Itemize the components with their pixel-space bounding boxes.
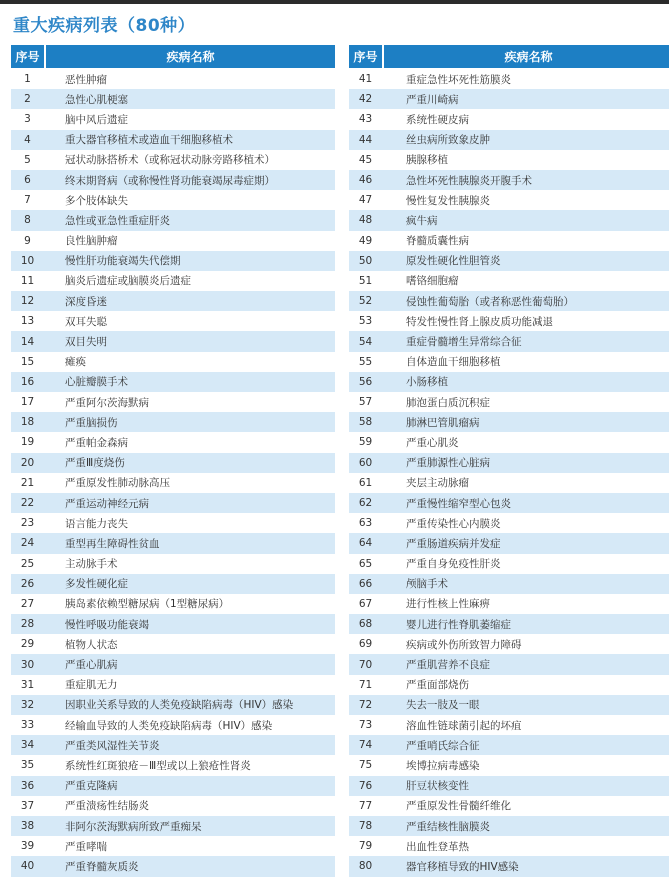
table-row — [11, 513, 335, 533]
table-row — [11, 493, 335, 513]
disease-name: 颅脑手术 — [406, 578, 448, 591]
table-row — [11, 594, 335, 614]
row-number: 13 — [20, 315, 35, 328]
row-number: 35 — [20, 759, 35, 772]
row-number: 56 — [358, 375, 373, 388]
table-row — [349, 715, 669, 735]
disease-name: 系统性硬皮病 — [406, 113, 469, 126]
disease-name: 严重心肌炎 — [406, 436, 459, 449]
table-row — [349, 816, 669, 836]
row-number: 47 — [358, 194, 373, 207]
table-row — [11, 776, 335, 796]
table-row — [11, 372, 335, 392]
table-row — [11, 836, 335, 856]
table-row — [11, 291, 335, 311]
table-row — [11, 109, 335, 129]
table-row — [349, 331, 669, 351]
disease-name: 严重面部烧伤 — [406, 679, 469, 692]
disease-name: 严重慢性缩窄型心包炎 — [406, 497, 511, 510]
table-row — [11, 392, 335, 412]
disease-name: 系统性红斑狼疮－Ⅲ型或以上狼疮性肾炎 — [65, 759, 251, 772]
table-row — [349, 533, 669, 553]
table-row — [11, 634, 335, 654]
row-number: 54 — [358, 335, 373, 348]
row-number: 9 — [24, 234, 31, 247]
disease-name: 重大器官移植术或造血干细胞移植术 — [65, 134, 233, 147]
table-row — [11, 412, 335, 432]
disease-name: 急性坏死性胰腺炎开腹手术 — [406, 174, 532, 187]
table-row — [11, 554, 335, 574]
disease-name: 婴儿进行性脊肌萎缩症 — [406, 618, 511, 631]
row-number: 16 — [20, 375, 35, 388]
table-body — [349, 69, 669, 877]
row-number: 63 — [358, 517, 373, 530]
table-row — [11, 432, 335, 452]
disease-name: 严重运动神经元病 — [65, 497, 149, 510]
table-row — [349, 392, 669, 412]
disease-name: 冠状动脉搭桥术（或称冠状动脉旁路移植术） — [65, 154, 275, 167]
table-row — [11, 311, 335, 331]
disease-name: 严重肌营养不良症 — [406, 659, 490, 672]
row-number: 59 — [358, 436, 373, 449]
table-body — [11, 69, 335, 877]
disease-name: 植物人状态 — [65, 638, 118, 651]
table-row — [349, 735, 669, 755]
disease-table-right — [349, 45, 669, 877]
disease-name: 急性或亚急性重症肝炎 — [65, 214, 170, 227]
table-row — [349, 210, 669, 230]
row-number: 30 — [20, 658, 35, 671]
disease-name: 疯牛病 — [406, 214, 438, 227]
row-number: 41 — [358, 73, 373, 86]
row-number: 14 — [20, 335, 35, 348]
disease-name: 严重Ⅲ度烧伤 — [65, 457, 125, 470]
row-number: 73 — [358, 719, 373, 732]
table-row — [349, 109, 669, 129]
row-number: 74 — [358, 739, 373, 752]
row-number: 12 — [20, 295, 35, 308]
disease-name: 急性心肌梗塞 — [65, 93, 128, 106]
table-row — [11, 453, 335, 473]
row-number: 24 — [20, 537, 35, 550]
disease-name: 严重川崎病 — [406, 93, 459, 106]
row-number: 5 — [24, 153, 31, 166]
table-row — [349, 190, 669, 210]
table-row — [349, 130, 669, 150]
row-number: 37 — [20, 799, 35, 812]
disease-name: 严重原发性肺动脉高压 — [65, 477, 170, 490]
disease-name: 严重类风湿性关节炎 — [65, 739, 160, 752]
header-number: 序号 — [349, 45, 382, 68]
disease-name: 自体造血干细胞移植 — [406, 356, 501, 369]
row-number: 7 — [24, 194, 31, 207]
row-number: 51 — [358, 274, 373, 287]
table-row — [349, 150, 669, 170]
disease-name: 嗜铬细胞瘤 — [406, 275, 459, 288]
disease-name: 肺泡蛋白质沉积症 — [406, 396, 490, 409]
table-row — [11, 816, 335, 836]
row-number: 66 — [358, 577, 373, 590]
disease-name: 双目失明 — [65, 336, 107, 349]
table-row — [11, 352, 335, 372]
row-number: 80 — [358, 860, 373, 873]
row-number: 67 — [358, 597, 373, 610]
table-row — [11, 210, 335, 230]
table-row — [11, 231, 335, 251]
disease-name: 严重肺源性心脏病 — [406, 457, 490, 470]
row-number: 17 — [20, 396, 35, 409]
row-number: 42 — [358, 93, 373, 106]
disease-name: 丝虫病所致象皮肿 — [406, 134, 490, 147]
table-row — [349, 432, 669, 452]
row-number: 78 — [358, 820, 373, 833]
row-number: 15 — [20, 355, 35, 368]
table-row — [349, 856, 669, 876]
disease-name: 语言能力丧失 — [65, 517, 128, 530]
disease-name: 慢性复发性胰腺炎 — [406, 194, 490, 207]
row-number: 4 — [24, 133, 31, 146]
disease-name: 严重脊髓灰质炎 — [65, 860, 139, 873]
row-number: 32 — [20, 698, 35, 711]
table-row — [11, 130, 335, 150]
table-row — [11, 170, 335, 190]
disease-name: 胰岛素依赖型糖尿病（1型糖尿病） — [65, 598, 230, 611]
row-number: 18 — [20, 416, 35, 429]
disease-name: 夹层主动脉瘤 — [406, 477, 469, 490]
table-row — [349, 69, 669, 89]
row-number: 33 — [20, 719, 35, 732]
table-row — [349, 493, 669, 513]
row-number: 38 — [20, 820, 35, 833]
row-number: 39 — [20, 840, 35, 853]
row-number: 70 — [358, 658, 373, 671]
table-row — [349, 654, 669, 674]
row-number: 60 — [358, 456, 373, 469]
row-number: 57 — [358, 396, 373, 409]
table-row — [11, 69, 335, 89]
disease-name: 肺淋巴管肌瘤病 — [406, 416, 480, 429]
disease-name: 严重结核性脑膜炎 — [406, 820, 490, 833]
table-row — [11, 675, 335, 695]
disease-name: 慢性呼吸功能衰竭 — [65, 618, 149, 631]
row-number: 58 — [358, 416, 373, 429]
table-row — [349, 251, 669, 271]
disease-name: 脑中风后遗症 — [65, 113, 128, 126]
table-row — [349, 271, 669, 291]
disease-name: 严重哨氏综合征 — [406, 739, 480, 752]
row-number: 21 — [20, 476, 35, 489]
row-number: 52 — [358, 295, 373, 308]
table-row — [349, 776, 669, 796]
disease-name: 因职业关系导致的人类免疫缺陷病毒（HIV）感染 — [65, 699, 294, 712]
table-row — [349, 614, 669, 634]
table-row — [349, 675, 669, 695]
row-number: 46 — [358, 174, 373, 187]
header-disease-name: 疾病名称 — [384, 45, 669, 68]
table-row — [349, 453, 669, 473]
table-header — [349, 45, 669, 68]
table-row — [349, 473, 669, 493]
row-number: 55 — [358, 355, 373, 368]
disease-table-left — [11, 45, 335, 877]
disease-name: 非阿尔茨海默病所致严重痴呆 — [65, 820, 202, 833]
disease-name: 出血性登革热 — [406, 840, 469, 853]
table-row — [349, 554, 669, 574]
disease-name: 终末期肾病（或称慢性肾功能衰竭尿毒症期） — [65, 174, 275, 187]
table-row — [11, 715, 335, 735]
row-number: 53 — [358, 315, 373, 328]
row-number: 3 — [24, 113, 31, 126]
table-row — [11, 796, 335, 816]
disease-name: 器官移植导致的HIV感染 — [406, 860, 519, 873]
disease-name: 严重心肌病 — [65, 659, 118, 672]
table-row — [11, 856, 335, 876]
disease-name: 多个肢体缺失 — [65, 194, 128, 207]
disease-name: 原发性硬化性胆管炎 — [406, 255, 501, 268]
disease-name: 特发性慢性肾上腺皮质功能减退 — [406, 315, 553, 328]
disease-name: 主动脉手术 — [65, 558, 118, 571]
disease-name: 严重帕金森病 — [65, 436, 128, 449]
table-row — [349, 170, 669, 190]
disease-name: 侵蚀性葡萄胎（或者称恶性葡萄胎） — [406, 295, 574, 308]
row-number: 62 — [358, 497, 373, 510]
table-row — [11, 614, 335, 634]
row-number: 2 — [24, 93, 31, 106]
row-number: 65 — [358, 557, 373, 570]
table-row — [11, 89, 335, 109]
disease-name: 恶性肿瘤 — [65, 73, 107, 86]
disease-name: 失去一肢及一眼 — [406, 699, 480, 712]
disease-name: 埃博拉病毒感染 — [406, 759, 480, 772]
row-number: 28 — [20, 618, 35, 631]
disease-name: 进行性核上性麻痹 — [406, 598, 490, 611]
row-number: 64 — [358, 537, 373, 550]
disease-name: 双耳失聪 — [65, 315, 107, 328]
table-row — [11, 574, 335, 594]
table-row — [349, 311, 669, 331]
disease-name: 胰腺移植 — [406, 154, 448, 167]
row-number: 45 — [358, 153, 373, 166]
disease-name: 瘫痪 — [65, 356, 86, 369]
table-row — [349, 755, 669, 775]
row-number: 49 — [358, 234, 373, 247]
disease-name: 心脏瓣膜手术 — [65, 376, 128, 389]
disease-name: 重型再生障碍性贫血 — [65, 537, 160, 550]
disease-name: 严重自身免疫性肝炎 — [406, 558, 501, 571]
table-row — [349, 372, 669, 392]
row-number: 69 — [358, 638, 373, 651]
row-number: 23 — [20, 517, 35, 530]
row-number: 77 — [358, 799, 373, 812]
disease-name: 严重原发性骨髓纤维化 — [406, 800, 511, 813]
row-number: 34 — [20, 739, 35, 752]
table-row — [11, 695, 335, 715]
disease-name: 严重溃疡性结肠炎 — [65, 800, 149, 813]
row-number: 10 — [20, 254, 35, 267]
table-row — [11, 473, 335, 493]
row-number: 8 — [24, 214, 31, 227]
disease-name: 脑炎后遗症或脑膜炎后遗症 — [65, 275, 191, 288]
disease-name: 重症肌无力 — [65, 679, 118, 692]
table-row — [349, 574, 669, 594]
table-header — [11, 45, 335, 68]
disease-name: 严重脑损伤 — [65, 416, 118, 429]
table-row — [349, 594, 669, 614]
table-row — [349, 352, 669, 372]
row-number: 50 — [358, 254, 373, 267]
row-number: 71 — [358, 678, 373, 691]
header-disease-name: 疾病名称 — [46, 45, 335, 68]
table-row — [349, 89, 669, 109]
table-row — [349, 634, 669, 654]
table-row — [349, 695, 669, 715]
top-border — [0, 0, 669, 4]
disease-name: 严重阿尔茨海默病 — [65, 396, 149, 409]
table-row — [11, 755, 335, 775]
disease-name: 严重克隆病 — [65, 780, 118, 793]
row-number: 79 — [358, 840, 373, 853]
row-number: 43 — [358, 113, 373, 126]
table-row — [11, 150, 335, 170]
table-row — [11, 190, 335, 210]
table-row — [11, 654, 335, 674]
table-row — [11, 251, 335, 271]
row-number: 44 — [358, 133, 373, 146]
disease-name: 深度昏迷 — [65, 295, 107, 308]
disease-name: 慢性肝功能衰竭失代偿期 — [65, 255, 181, 268]
table-row — [349, 836, 669, 856]
table-row — [349, 796, 669, 816]
disease-name: 疾病或外伤所致智力障碍 — [406, 638, 522, 651]
row-number: 40 — [20, 860, 35, 873]
row-number: 29 — [20, 638, 35, 651]
row-number: 25 — [20, 557, 35, 570]
row-number: 20 — [20, 456, 35, 469]
row-number: 75 — [358, 759, 373, 772]
row-number: 36 — [20, 779, 35, 792]
row-number: 11 — [20, 274, 35, 287]
disease-name: 严重传染性心内膜炎 — [406, 517, 501, 530]
disease-name: 小肠移植 — [406, 376, 448, 389]
row-number: 31 — [20, 678, 35, 691]
disease-name: 脊髓质囊性病 — [406, 235, 469, 248]
disease-name: 多发性硬化症 — [65, 578, 128, 591]
disease-name: 肝豆状核变性 — [406, 780, 469, 793]
disease-name: 经输血导致的人类免疫缺陷病毒（HIV）感染 — [65, 719, 273, 732]
page-title: 重大疾病列表（80种） — [13, 16, 196, 36]
disease-name: 严重哮喘 — [65, 840, 107, 853]
table-row — [11, 271, 335, 291]
row-number: 19 — [20, 436, 35, 449]
disease-name: 严重肠道疾病并发症 — [406, 537, 501, 550]
header-number: 序号 — [11, 45, 44, 68]
row-number: 22 — [20, 497, 35, 510]
row-number: 1 — [24, 73, 31, 86]
disease-name: 重症急性坏死性筋膜炎 — [406, 73, 511, 86]
disease-name: 溶血性链球菌引起的坏疽 — [406, 719, 522, 732]
table-row — [349, 291, 669, 311]
table-row — [11, 533, 335, 553]
table-row — [349, 231, 669, 251]
row-number: 26 — [20, 577, 35, 590]
table-row — [349, 412, 669, 432]
disease-name: 良性脑肿瘤 — [65, 235, 118, 248]
table-row — [349, 513, 669, 533]
row-number: 72 — [358, 698, 373, 711]
row-number: 68 — [358, 618, 373, 631]
table-row — [11, 331, 335, 351]
row-number: 27 — [20, 597, 35, 610]
disease-name: 重症骨髓增生异常综合征 — [406, 336, 522, 349]
row-number: 6 — [24, 174, 31, 187]
row-number: 48 — [358, 214, 373, 227]
table-row — [11, 735, 335, 755]
row-number: 76 — [358, 779, 373, 792]
row-number: 61 — [358, 476, 373, 489]
